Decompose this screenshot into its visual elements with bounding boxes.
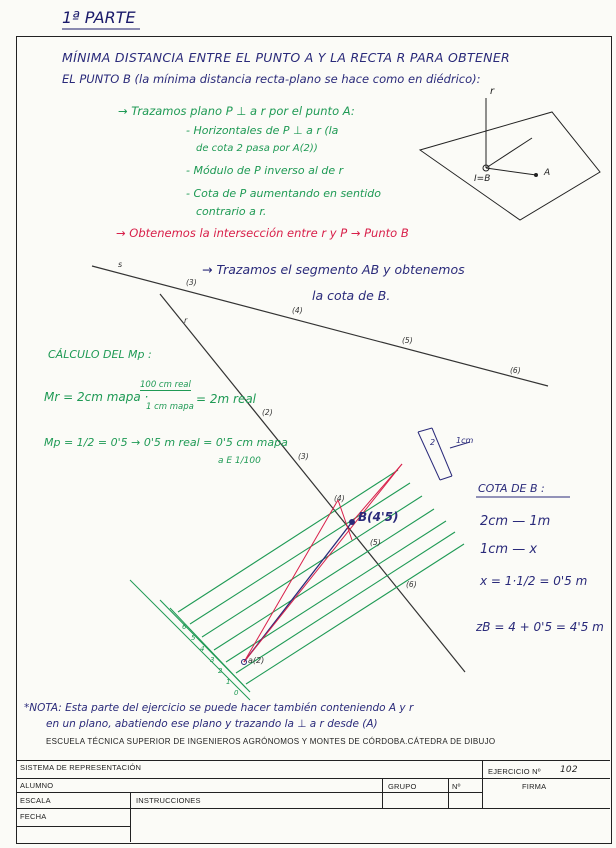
plane-level-6: 6: [182, 623, 187, 631]
tb-line-top: [16, 760, 610, 761]
calc-mp: Mp = 1/2 = 0'5 → 0'5 m real = 0'5 cm mapa: [44, 436, 288, 449]
sketch-label-a: A: [544, 168, 551, 178]
plane-level-2: 2: [218, 667, 223, 675]
tb-grupo: GRUPO: [388, 782, 417, 791]
plane-horizontals: [178, 470, 464, 684]
point-b: [349, 519, 355, 525]
scale-label-1cm: 1cm: [456, 436, 474, 445]
tb-line-2: [16, 778, 610, 779]
label-s: s: [118, 260, 123, 269]
cota-line-3: x = 1·1/2 = 0'5 m: [480, 574, 588, 588]
title-line-2: EL PUNTO B (la mínima distancia recta-plano se hace como en diédrico):: [62, 72, 481, 86]
plane-slope-line-2: [130, 580, 250, 700]
plane-level-5: 5: [191, 634, 196, 642]
construction-lines: [244, 464, 402, 662]
label-point-a: a(2): [248, 656, 265, 665]
tb-sistema: SISTEMA DE REPRESENTACIÓN: [20, 763, 142, 772]
step-3a: → Trazamos el segmento AB y obtenemos: [202, 262, 465, 277]
label-point-b: B(4'5): [358, 510, 399, 524]
tb-v-3: [382, 778, 383, 808]
note-line-2: en un plano, abatiendo ese plano y trazando la ⊥ a r desde (A): [46, 718, 378, 730]
scale-label-2: 2: [430, 438, 436, 447]
tb-escala: ESCALA: [20, 796, 51, 805]
calc-mr-lhs: Mr = 2cm mapa ·: [44, 390, 149, 404]
cota-line-4: zB = 4 + 0'5 = 4'5 m: [476, 620, 604, 634]
tb-fecha: FECHA: [20, 812, 47, 821]
tb-alumno: ALUMNO: [20, 781, 54, 790]
tb-num: Nº: [452, 782, 461, 791]
s-mark-4: (4): [292, 306, 303, 315]
label-r: r: [184, 316, 188, 325]
s-mark-5: (5): [402, 336, 413, 345]
r-mark-6: (6): [406, 580, 417, 589]
r-mark-5: (5): [370, 538, 381, 547]
sketch-label-ib: I=B: [474, 174, 491, 184]
calc-mp-tail: a E 1/100: [218, 456, 261, 466]
step-1-bullet-2: - Módulo de P inverso al de r: [186, 164, 344, 177]
cota-title: COTA DE B :: [478, 482, 545, 495]
tb-v-4: [448, 778, 449, 808]
r-mark-3: (3): [298, 452, 309, 461]
s-mark-3: (3): [186, 278, 197, 287]
plane-level-0: 0: [234, 689, 239, 697]
tb-instrucciones: INSTRUCCIONES: [136, 796, 201, 805]
r-mark-4: (4): [334, 494, 345, 503]
calc-title: CÁLCULO DEL Mp :: [48, 348, 152, 361]
cota-line-1: 2cm — 1m: [480, 514, 551, 529]
tb-line-3: [16, 792, 482, 793]
tb-v-1: [482, 760, 483, 808]
part-label: 1ª PARTE: [62, 8, 136, 27]
calc-mr-rhs: = 2m real: [196, 392, 257, 406]
perspective-sketch: [420, 98, 600, 220]
r-mark-2: (2): [262, 408, 273, 417]
plane-level-4: 4: [200, 645, 205, 653]
cota-line-2: 1cm — x: [480, 542, 538, 557]
tb-v-2: [130, 792, 131, 842]
step-1-bullet-1b: de cota 2 pasa por A(2)): [196, 143, 318, 154]
calc-mr-num: 100 cm real: [140, 380, 191, 390]
plane-level-3: 3: [210, 656, 215, 664]
tb-line-4: [16, 808, 610, 809]
plane-level-1: 1: [226, 678, 231, 686]
tb-ejercicio-num: 102: [560, 765, 578, 775]
sketch-label-r: r: [490, 86, 495, 97]
step-1-bullet-3b: contrario a r.: [196, 205, 267, 218]
tb-ejercicio: EJERCICIO Nº: [488, 767, 541, 776]
sketch-point-a: [534, 173, 538, 177]
school-name: ESCUELA TÉCNICA SUPERIOR DE INGENIEROS AGRÓNOMOS Y MONTES DE CÓRDOBA.CÁTEDRA DE DIBUJO: [46, 737, 496, 746]
step-3b: la cota de B.: [312, 288, 391, 303]
title-line-1: MÍNIMA DISTANCIA ENTRE EL PUNTO A Y LA RECTA R PARA OBTENER: [62, 50, 511, 65]
tb-firma: FIRMA: [522, 782, 547, 791]
plane-slope-line-3: [170, 608, 246, 688]
tb-line-5: [16, 826, 130, 827]
calc-mr-den: 1 cm mapa: [146, 402, 194, 412]
note-line-1: *NOTA: Esta parte del ejercicio se puede hacer también conteniendo A y r: [24, 702, 414, 714]
line-r: [160, 294, 465, 672]
step-2: → Obtenemos la intersección entre r y P → Punto B: [116, 226, 409, 240]
s-mark-6: (6): [510, 366, 521, 375]
step-1-bullet-1a: - Horizontales de P ⊥ a r (la: [186, 124, 339, 137]
line-s: [92, 266, 548, 386]
step-1: → Trazamos plano P ⊥ a r por el punto A:: [118, 104, 355, 118]
step-1-bullet-3a: - Cota de P aumentando en sentido: [186, 187, 381, 200]
